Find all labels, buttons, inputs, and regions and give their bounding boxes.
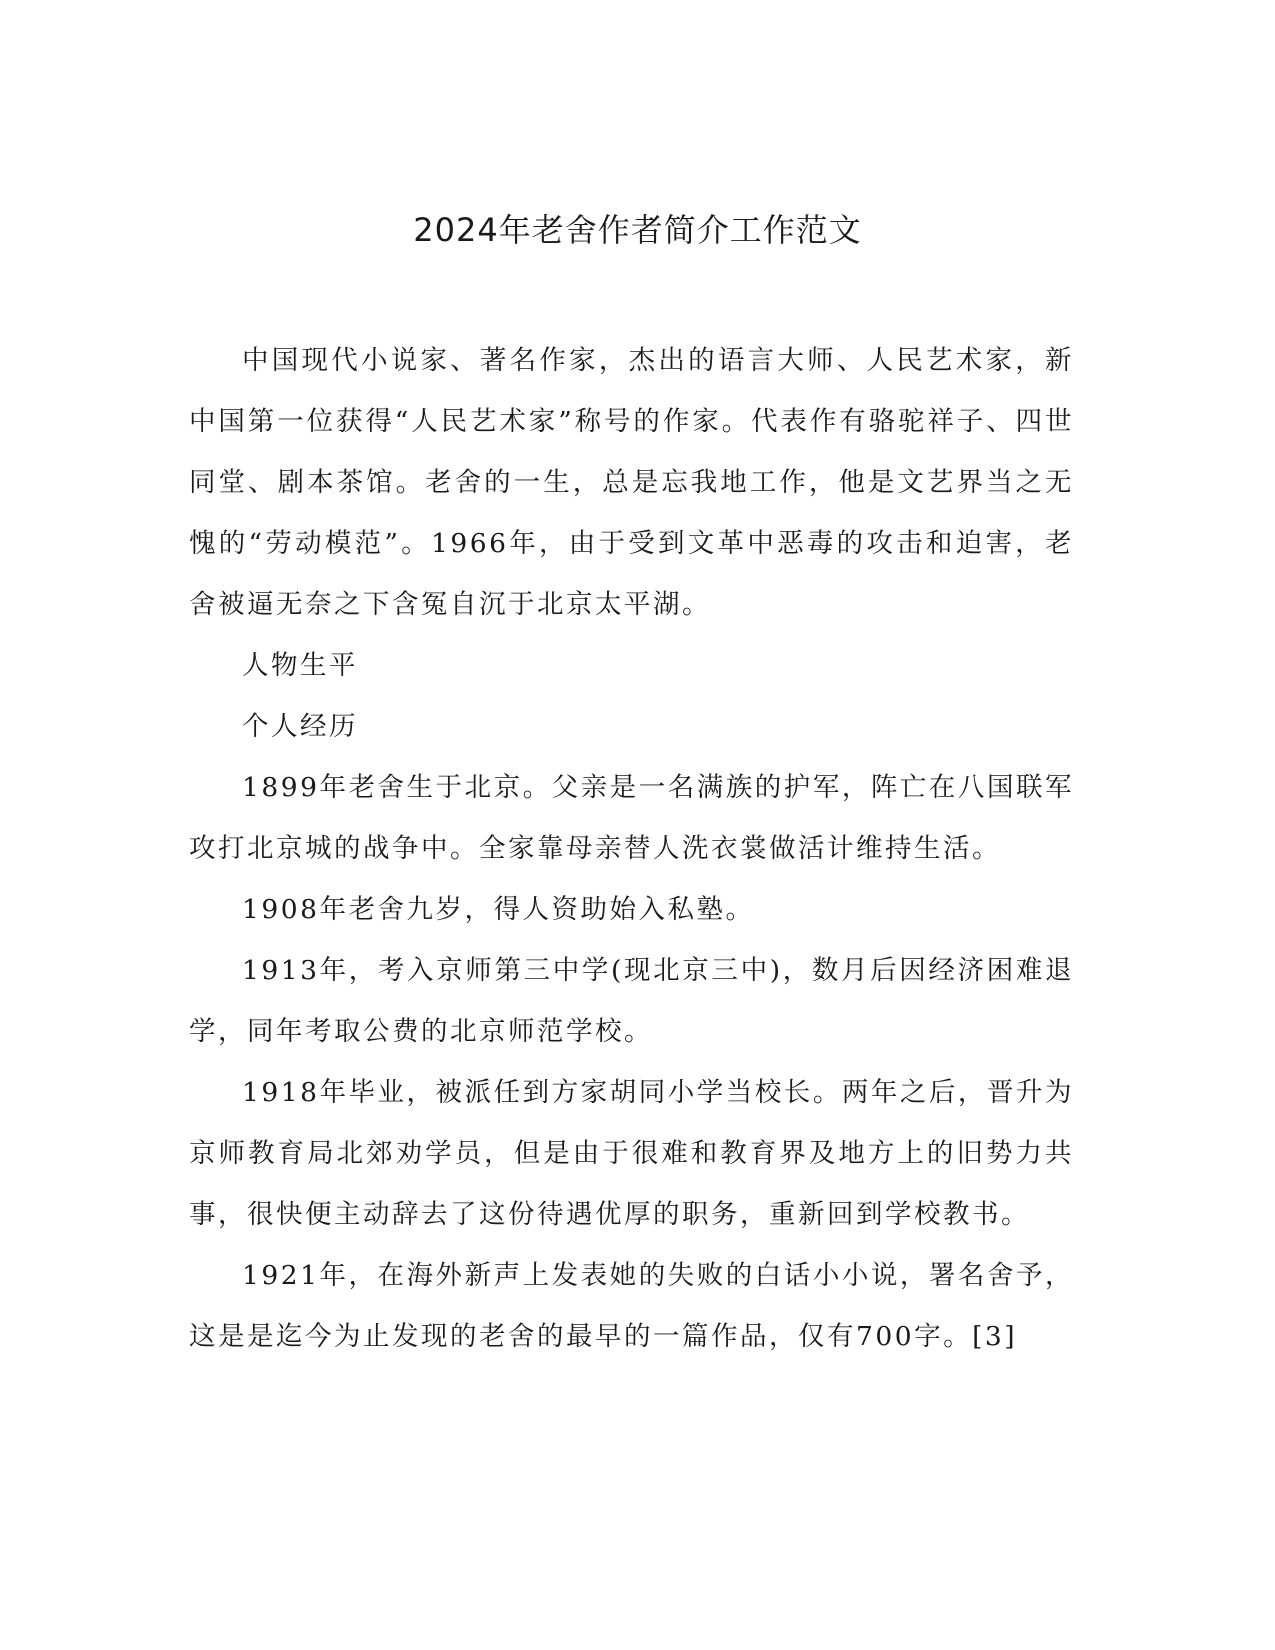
paragraph-intro: 中国现代小说家、著名作家，杰出的语言大师、人民艺术家，新中国第一位获得“人民艺术家”称号的作家。代表作有骆驼祥子、四世同堂、剧本茶馆。老舍的一生，总是忘我地工作，他是文艺界当之无愧的“劳动模范”。1966年，由于受到文革中恶毒的攻击和迫害，老舍被逼无奈之下含冤自沉于北京太平湖。 xyxy=(189,345,1074,620)
document-title: 2024年老舍作者简介工作范文 xyxy=(413,211,862,249)
heading-personal-history: 个人经历 xyxy=(242,711,358,742)
paragraph-1899: 1899年老舍生于北京。父亲是一名满族的护军，阵亡在八国联军攻打北京城的战争中。全家靠母亲替人洗衣裳做活计维持生活。 xyxy=(189,772,1074,864)
paragraph-1913: 1913年，考入京师第三中学(现北京三中)，数月后因经济困难退学，同年考取公费的北京师范学校。 xyxy=(189,955,1074,1047)
document-body xyxy=(189,330,1074,1367)
paragraph-1908: 1908年老舍九岁，得人资助始入私塾。 xyxy=(242,894,755,925)
paragraph-1921: 1921年，在海外新声上发表她的失败的白话小小说，署名舍予，这是是迄今为止发现的老舍的最早的一篇作品，仅有700字。[3] xyxy=(189,1260,1074,1352)
heading-biography: 人物生平 xyxy=(242,650,358,681)
paragraph-1918: 1918年毕业，被派任到方家胡同小学当校长。两年之后，晋升为京师教育局北郊劝学员，但是由于很难和教育界及地方上的旧势力共事，很快便主动辞去了这份待遇优厚的职务，重新回到学校教书。 xyxy=(189,1077,1074,1230)
